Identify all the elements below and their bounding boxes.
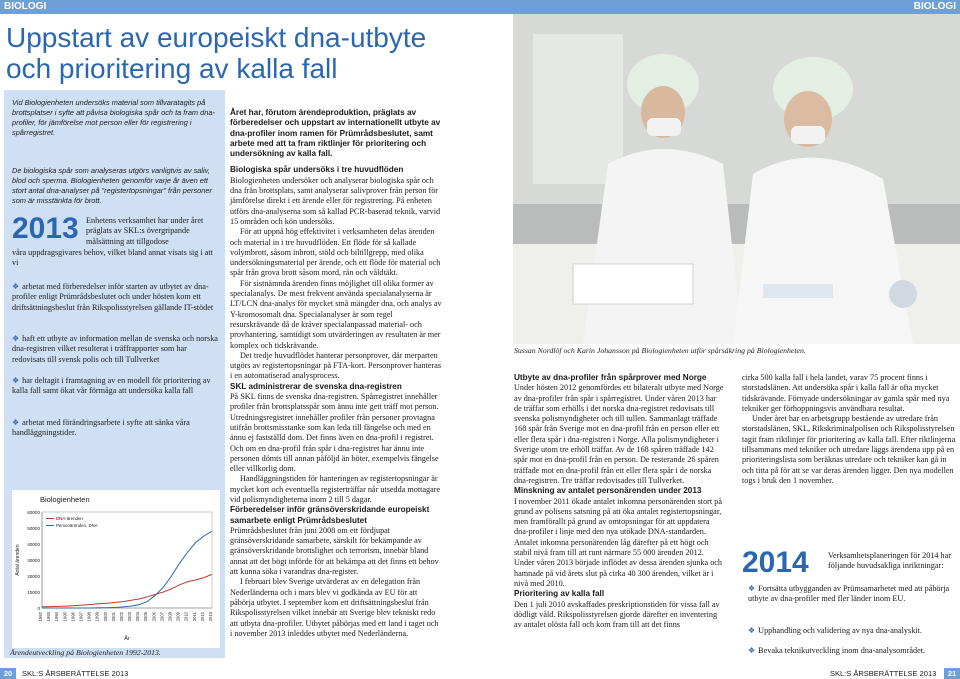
x-tick-label: 1996 bbox=[70, 612, 76, 622]
year-2014: 2014 bbox=[742, 546, 809, 579]
x-tick-label: 2001 bbox=[110, 612, 116, 622]
heading-prum: Förberedelser inför gränsöverskridande europeiskt samarbete enligt Prümrådsbeslutet bbox=[230, 505, 430, 525]
paragraph: Den 1 juli 2010 avskaffades preskriptionstiden för vissa fall av dödligt våld. Rikspolisstyrelsen gjorde därefter en inventering av antalet olösta fall och kom fram till att det finns bbox=[514, 599, 720, 630]
photo-caption: Sussan Nordlöf och Karin Johansson på Biologienheten utför spårsäkring på Biologienheten. bbox=[514, 346, 806, 355]
plan-bullet: ❖ Upphandling och validering av nya dna-analyskit. bbox=[748, 626, 922, 635]
year-2013-text-cont: våra uppdragsgivares behov, vilket bland annat visats sig i att vi bbox=[12, 248, 213, 268]
heading-decrease: Minskning av antalet personärenden under 2013 bbox=[514, 486, 702, 496]
legend-entry: DNA-ärenden bbox=[56, 516, 83, 521]
x-tick-label: 2004 bbox=[135, 612, 141, 622]
sidebar-bullet: ❖ arbetat med förberedelser inför starten av utbytet av dna-profiler enligt Prümrådsbeslutet och under hösten kom ett driftsättningsbeslut från Rikspolisstyrelsen gällande IT-stödet bbox=[12, 282, 214, 312]
x-tick-label: 2010 bbox=[183, 612, 189, 622]
x-tick-label: 1998 bbox=[86, 612, 92, 622]
year-2013: 2013 bbox=[12, 212, 79, 245]
x-tick-label: 1999 bbox=[94, 612, 100, 622]
x-tick-label: 2008 bbox=[167, 612, 173, 622]
diamond-bullet-icon: ❖ bbox=[12, 376, 20, 385]
right-column-1 bbox=[514, 373, 726, 630]
diamond-bullet-icon: ❖ bbox=[12, 282, 20, 291]
paragraph: cirka 500 kalla fall i hela landet, varav 75 procent finns i storstadslänen. Att undersöka spår i kalla fall är ofta mycket tidskrävande. Förnyade undersökningar av gamla spår med nya tekniker ger förhoppningsvis användbara resultat. bbox=[742, 373, 950, 413]
lab-photo-illustration bbox=[513, 14, 960, 344]
heading-three-flows: Biologiska spår undersöks i tre huvudflöden bbox=[230, 165, 404, 175]
chart-caption: Ärendeutveckling på Biologienheten 1992-2013. bbox=[10, 648, 161, 657]
sidebar-intro-1: Vid Biologienheten undersöks material som tillvaratagits på brottsplatser i syfte att påvisa biologiska spår och ta fram dna-profiler, för jämförelse mot person eller för registrering i spårregistret. bbox=[12, 98, 215, 137]
page-number-left: 20 bbox=[0, 668, 16, 679]
lead-paragraph: Året har, förutom ärendeproduktion, präglats av förberedelser och uppstart av internationellt utbyte av dna-profiler inom ramen för Prümrådsbeslutet, samt arbete med att ta fram riktlinjer för prioritering och undersökning av kalla fall. bbox=[230, 108, 441, 159]
middle-column bbox=[230, 108, 442, 639]
y-axis-label: Antal ärenden bbox=[15, 544, 21, 576]
x-tick-label: 1997 bbox=[78, 612, 84, 622]
y-tick-label: 60000 bbox=[27, 510, 40, 515]
title-line-2: och prioritering av kalla fall bbox=[6, 53, 338, 84]
series-line bbox=[42, 574, 212, 606]
y-tick-label: 50000 bbox=[27, 526, 40, 531]
heading-dna-registers: SKL administrerar de svenska dna-registren bbox=[230, 381, 402, 391]
sidebar-bullet: ❖ har deltagit i framtagning av en modell för prioritering av kalla fall samt ökat vår förmåga att undersöka kalla fall bbox=[12, 376, 211, 396]
heading-cold-cases: Prioritering av kalla fall bbox=[514, 589, 605, 599]
x-tick-label: 2002 bbox=[118, 612, 124, 622]
x-axis-label: År bbox=[124, 636, 130, 642]
y-tick-label: 30000 bbox=[27, 558, 40, 563]
section-tag-right: BIOLOGI bbox=[913, 1, 956, 12]
page-number-right: 21 bbox=[944, 668, 960, 679]
lab-photo bbox=[513, 14, 960, 344]
x-tick-label: 1995 bbox=[62, 612, 68, 622]
paragraph: På SKL finns de svenska dna-registren. Spårregistret innehåller profiler från brottsplatsspår som ännu inte gett träff mot person. Utredningsregistret innehåller profiler från personer provtagna utifrån brottsmisstanke som kan leda till fängelse och med en ännu ej fastställd dom. Det finns även en dna-profil i registret. Och om en dna-profil från spår i dna-registret har ännu inte personen dömts till annan påföljd än böter, exempelvis fängelse eller villkorlig dom. bbox=[230, 392, 439, 474]
plan-bullet: ❖ Bevaka teknikutveckling inom dna-analysområdet. bbox=[748, 646, 926, 655]
paragraph: Under hösten 2012 genomfördes ett bilateralt utbyte med Norge av dna-profiler från spår i spårregistret. Under våren 2013 har de träffar som erhölls i det norska dna-registret redovisats till svenska polismyndigheter och till tullen. Sammanlagt träffade 168 spår från Sverige mot en dna-profil från en person eller ett eller flera spår i dna-registren i Norge. Alla polismyndigheter i Sverige utom tre erhöll träffar. Av de 168 spåren träffade 142 spår mot en dna-profil från en person. De resterande 26 spåren träffade mot en dna-profil från ett eller flera spår i de norska dna-registren. Tre träffar redovisades till Tullverket. bbox=[514, 383, 724, 485]
diamond-bullet-icon: ❖ bbox=[748, 584, 756, 593]
chart-panel bbox=[12, 490, 220, 648]
diamond-bullet-icon: ❖ bbox=[748, 646, 756, 655]
x-tick-label: 2012 bbox=[199, 612, 205, 622]
footer-right-text: SKL:S ÅRSBERÄTTELSE 2013 bbox=[830, 669, 937, 678]
paragraph: Prümrådsbeslutet från juni 2008 om ett fördjupat gränsöverskridande samarbete, särskilt för bekämpande av gränsöverskridande brottslighet och terrorism, innebär bland annat att det bögt införde för att bekämpa att det finns ett behov att kunna söka i varandras dna-register. bbox=[230, 525, 439, 577]
paragraph: Under året har en arbetsgrupp bestående av utredare från storstadslänen, SKL, Rikskriminalpolisen och Rikspolisstyrelsen tagit fram riktlinjer för prioritering av kalla fall. Efter riktlinjerna tillsammans med tekniker och utredare läggs ärendena upp på en prioriteringslista som beräknas utredare och tekniker kan gå in och titta på för att se var deras ärenden ligger. Den nya modellen togs i bruk den 1 november. bbox=[742, 414, 956, 485]
legend-entry: Personärenden, DNA bbox=[56, 523, 98, 528]
x-tick-label: 2005 bbox=[143, 612, 149, 622]
sidebar-intro-2: De biologiska spår som analyseras utgörs vanligtvis av saliv, blod och sperma. Biologienheten genomför varje år även ett stort antal dna-analyser på "registertopsningar" från personer som är misstänkta för brott. bbox=[12, 166, 212, 205]
title-line-1: Uppstart av europeiskt dna-utbyte bbox=[6, 22, 427, 53]
case-development-chart bbox=[12, 490, 220, 648]
sidebar-bullet: ❖ haft ett utbyte av information mellan de svenska och norska dna-registren vilket resulterat i träffrapporter som har redovisats till svensk polis och till Tullverket bbox=[12, 334, 218, 364]
x-tick-label: 2009 bbox=[175, 612, 181, 622]
x-tick-label: 2006 bbox=[151, 612, 157, 622]
sidebar-box bbox=[4, 90, 225, 658]
sidebar-bullet: ❖ arbetat med förändringsarbete i syfte att sänka våra handläggningstider. bbox=[12, 418, 190, 438]
heading-norway-exchange: Utbyte av dna-profiler från spårprover med Norge bbox=[514, 373, 707, 382]
x-tick-label: 1993 bbox=[46, 612, 52, 622]
paragraph: Handläggningstiden för hanteringen av registertopsningar är mycket kort och eventuella registerträffar når utsedda mottagare vid polismyndigheterna inom 2 till 5 dagar. bbox=[230, 474, 441, 504]
x-tick-label: 2003 bbox=[127, 612, 133, 622]
header-band bbox=[0, 0, 960, 14]
paragraph: För sistnämnda ärenden finns möjlighet till olika former av specialanalys. De mest frekvent använda specialanalyserna är LT/LCN dna-analys för mycket små mängder dna, och analys av Y-kromosomalt dna. Specialanalyser är som regel resurskrävande då de kräver specialanpassad material- och provhantering, samtidigt som utvärderingen av resultaten är mer komplex och tidskrävande. bbox=[230, 278, 442, 350]
paragraph: Biologienheten undersöker och analyserar biologiska spår och dna från brottsplats, samt analyserar salivprover från person för jämförelse direkt i ett ärende eller för registrering. På enheten utförs dna-analyserna som så kallad PCR-baserad teknik, varvid 15 områden och kön undersöks. bbox=[230, 175, 441, 226]
y-tick-label: 20000 bbox=[27, 574, 40, 579]
section-tag-left: BIOLOGI bbox=[4, 1, 47, 12]
x-tick-label: 2000 bbox=[102, 612, 108, 622]
paragraph: I november 2011 ökade antalet inkomna personärenden stort på grund av polisens satsning på att öka antalet registertopsningar, men framförallt på grund av omtopsningar för att uppdatera dna-profiler i linje med den nya utökade DNA-standarden. Antalet inkomna personärenden låg därefter på ett högt och stabil nivå fram till att runt närmare 55 000 ärenden 2012. Under våren 2013 började inflödet av dessa ärenden sjunka och hamnade på vid årets slut på cirka 40 300 ärenden, vilket är i nivå med 2010. bbox=[514, 496, 723, 588]
x-tick-label: 2007 bbox=[159, 612, 165, 622]
page-title bbox=[6, 22, 486, 84]
x-tick-label: 1992 bbox=[38, 612, 43, 622]
year-2014-text: Verksamhetsplaneringen för 2014 har följande huvudsakliga inriktningar: bbox=[828, 551, 951, 571]
diamond-bullet-icon: ❖ bbox=[748, 626, 756, 635]
chart-title: Biologienheten bbox=[40, 495, 90, 504]
footer-left-text: SKL:S ÅRSBERÄTTELSE 2013 bbox=[22, 669, 129, 678]
right-column-2 bbox=[742, 373, 956, 486]
paragraph: I februari blev Sverige utvärderat av en delegation från Nederländerna och i mars blev vi godkända av EU för att påbörja utbytet. I september kom ett driftsättningsbeslut från Rikspolisstyrelsen vilket innebär att Sverige blev tekniskt redo att utbyta dna-profiler. Utbytet påbörjas med ett land i taget och i november 2013 inleddes utbytet med Nederländerna. bbox=[230, 577, 439, 638]
year-2013-text: Enhetens verksamhet har under året präglats av SKL:s övergripande målsättning att tillgodose bbox=[86, 216, 204, 246]
y-tick-label: 40000 bbox=[27, 542, 40, 547]
plan-bullet: ❖ Fortsätta utbygganden av Prümsamarbetet med att påbörja utbyte av dna-profiler med fler länder inom EU. bbox=[748, 584, 950, 604]
paragraph: För att uppnå hög effektivitet i verksamheten delas ärenden och material in i tre huvudflöden. Ett flöde för så kallade volymbrott, såsom inbrott, stöld och biltillgrepp, med olika undersökningsmaterial per ärende, och ett flöde för material och spår från grova brott såsom mord, rån och våldtäkt. bbox=[230, 227, 441, 278]
y-tick-label: 0 bbox=[37, 606, 40, 611]
x-tick-label: 1994 bbox=[54, 612, 60, 622]
diamond-bullet-icon: ❖ bbox=[12, 418, 20, 427]
paragraph: Det tredje huvudflödet hanterar personprover, där merparten utgörs av registertopsningar på FTA-kort. Personprover hanteras i en automatiserad analysprocess. bbox=[230, 350, 442, 381]
y-tick-label: 10000 bbox=[27, 590, 40, 595]
x-tick-label: 2013 bbox=[208, 612, 213, 622]
diamond-bullet-icon: ❖ bbox=[12, 334, 20, 343]
x-tick-label: 2011 bbox=[191, 612, 197, 622]
series-line bbox=[42, 531, 212, 608]
